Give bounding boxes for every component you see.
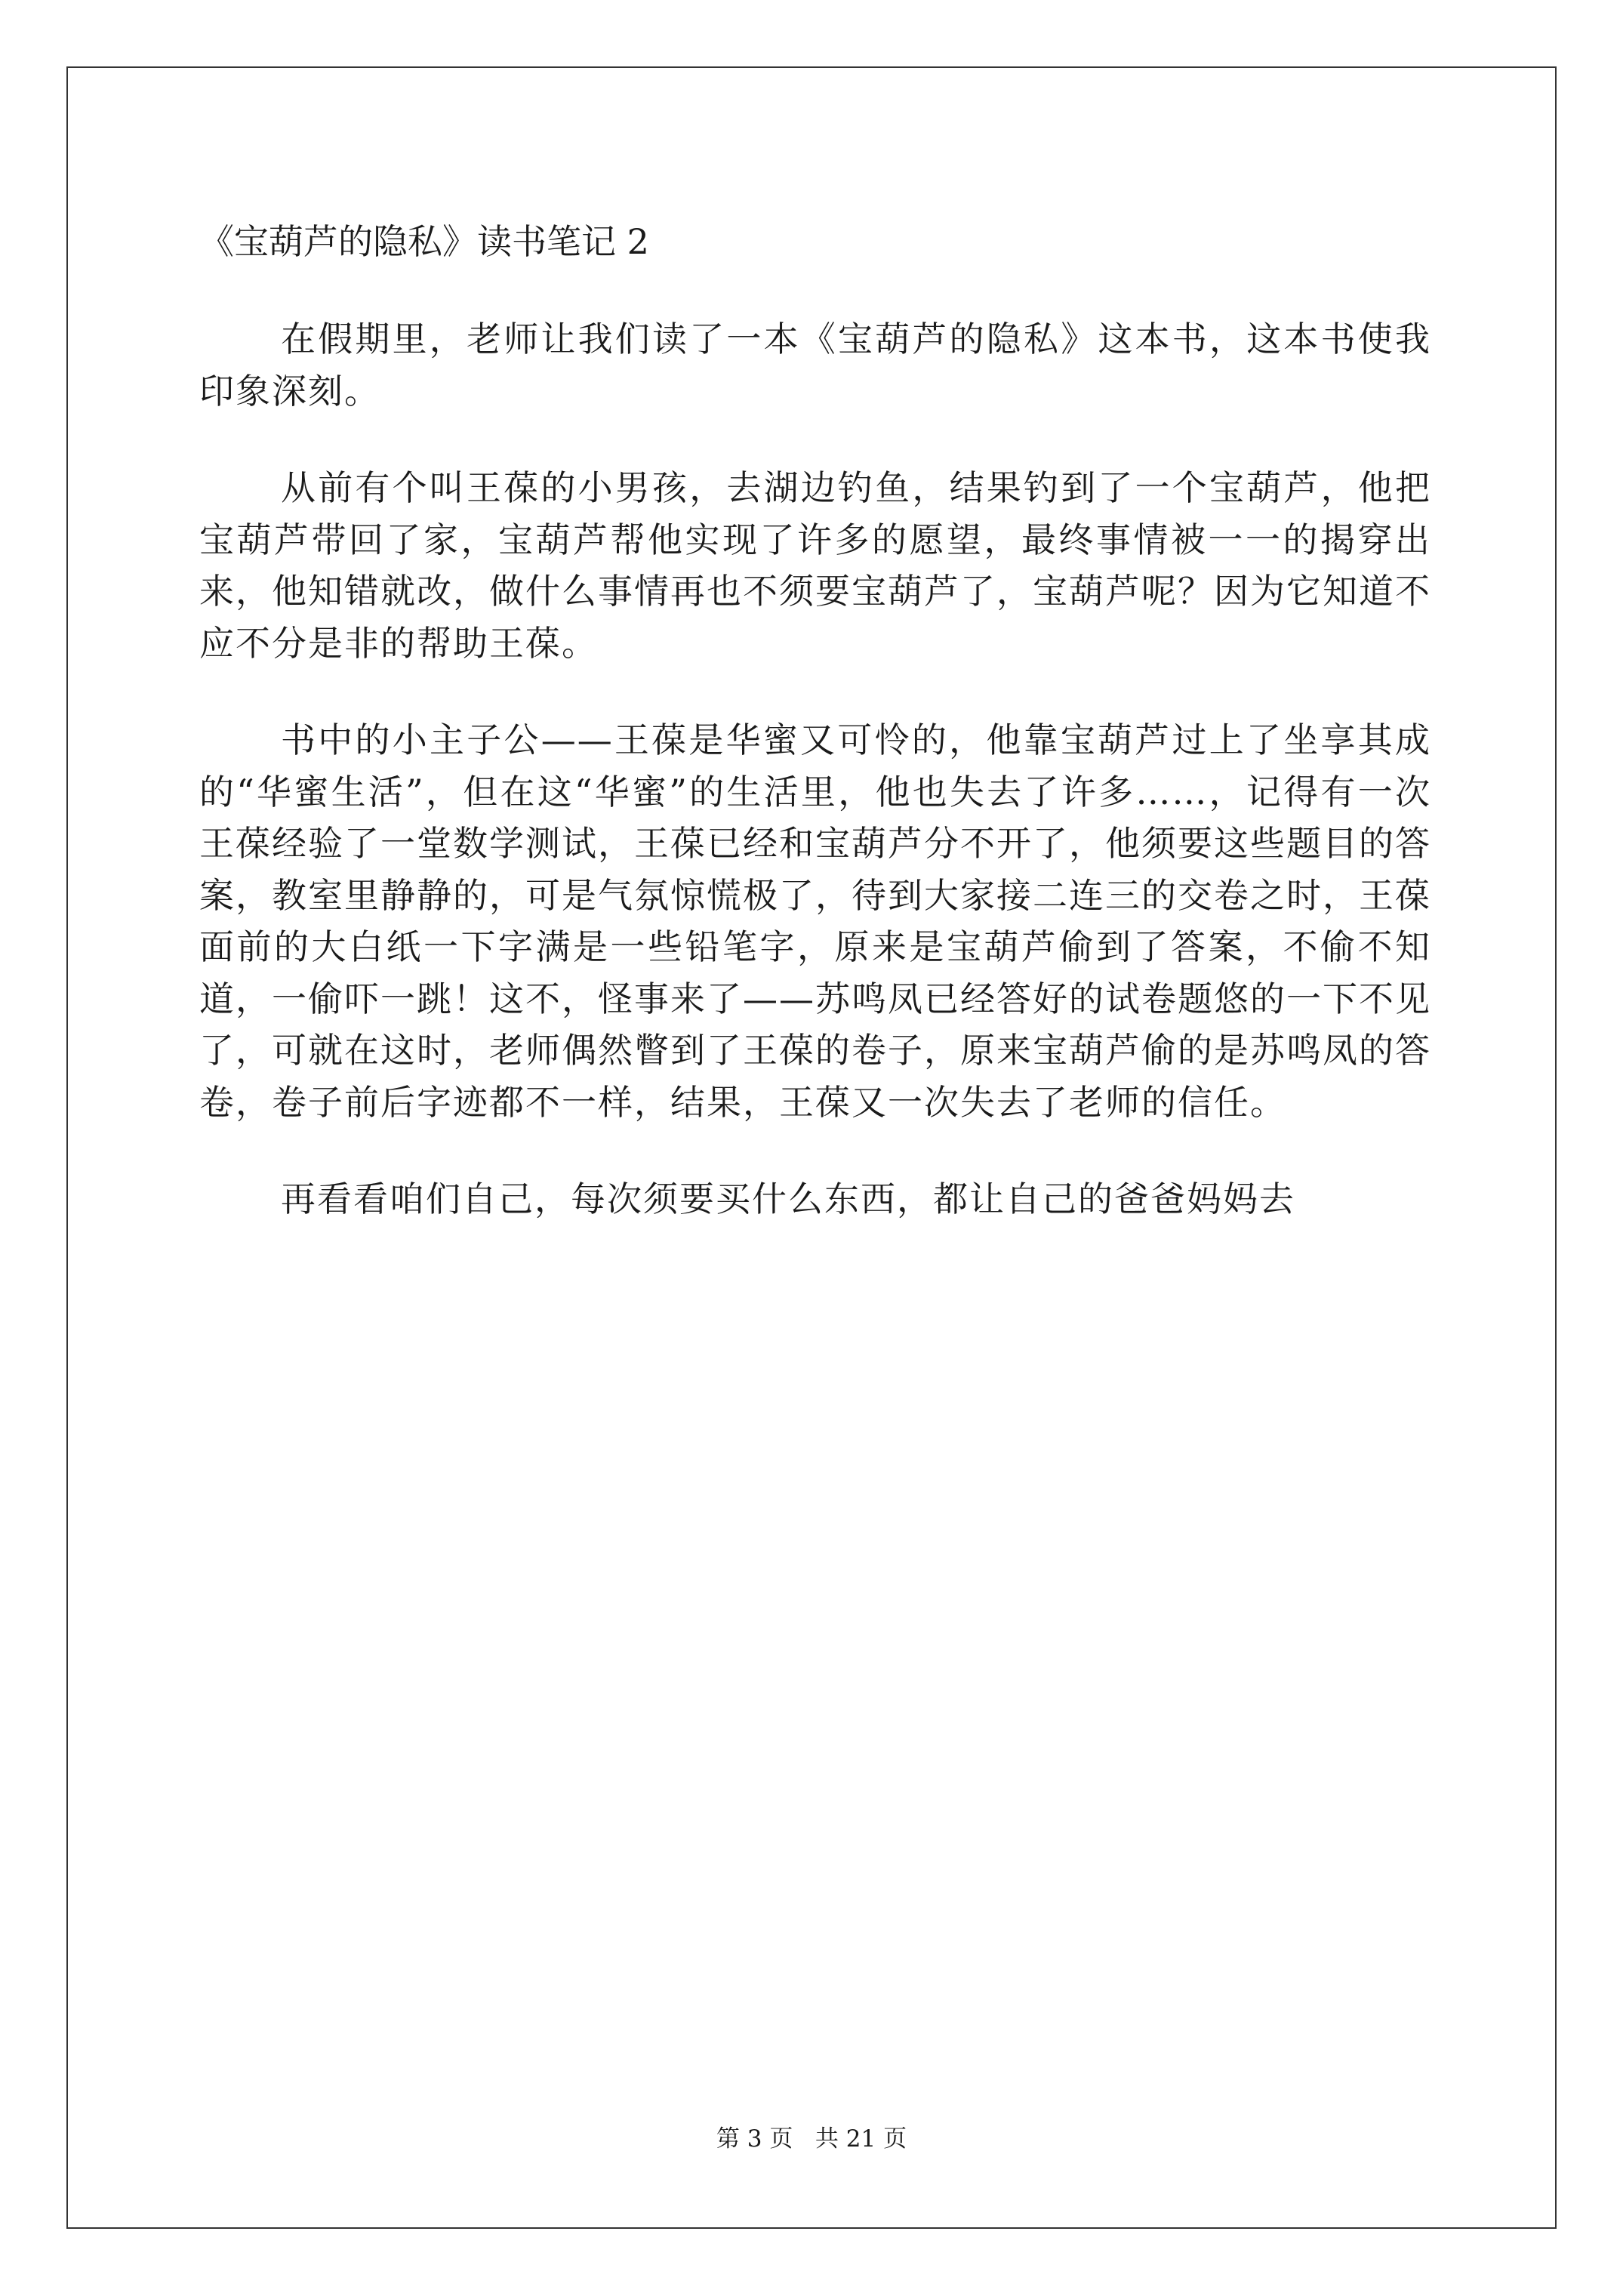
- document-body: [199, 219, 1431, 1271]
- document-title: 《宝葫芦的隐私》读书笔记 2: [199, 221, 649, 262]
- paragraph-2: 从前有个叫王葆的小男孩，去湖边钓鱼，结果钓到了一个宝葫芦，他把宝葫芦带回了家，宝葫芦帮他实现了许多的愿望，最终事情被一一的揭穿出来，他知错就改，做什么事情再也不须要宝葫芦了，宝葫芦呢？因为它知道不应不分是非的帮助王葆。: [199, 467, 1431, 664]
- paragraph-3: 书中的小主子公——王葆是华蜜又可怜的，他靠宝葫芦过上了坐享其成的“华蜜生活”，但在这“华蜜”的生活里，他也失去了许多……，记得有一次王葆经验了一堂数学测试，王葆已经和宝葫芦分不开了，他须要这些题目的答案，教室里静静的，可是气氛惊慌极了，待到大家接二连三的交卷之时，王葆面前的大白纸一下字满是一些铅笔字，原来是宝葫芦偷到了答案，不偷不知道，一偷吓一跳！这不，怪事来了——苏鸣凤已经答好的试卷题悠的一下不见了，可就在这时，老师偶然瞥到了王葆的卷子，原来宝葫芦偷的是苏鸣凤的答卷，卷子前后字迹都不一样，结果，王葆又一次失去了老师的信任。: [199, 720, 1431, 1123]
- page-number-footer: 第 3 页 共 21 页: [716, 2125, 907, 2153]
- paragraph-4: 再看看咱们自己，每次须要买什么东西，都让自己的爸爸妈妈去: [281, 1179, 1295, 1219]
- paragraph-1: 在假期里，老师让我们读了一本《宝葫芦的隐私》这本书，这本书使我印象深刻。: [199, 319, 1431, 411]
